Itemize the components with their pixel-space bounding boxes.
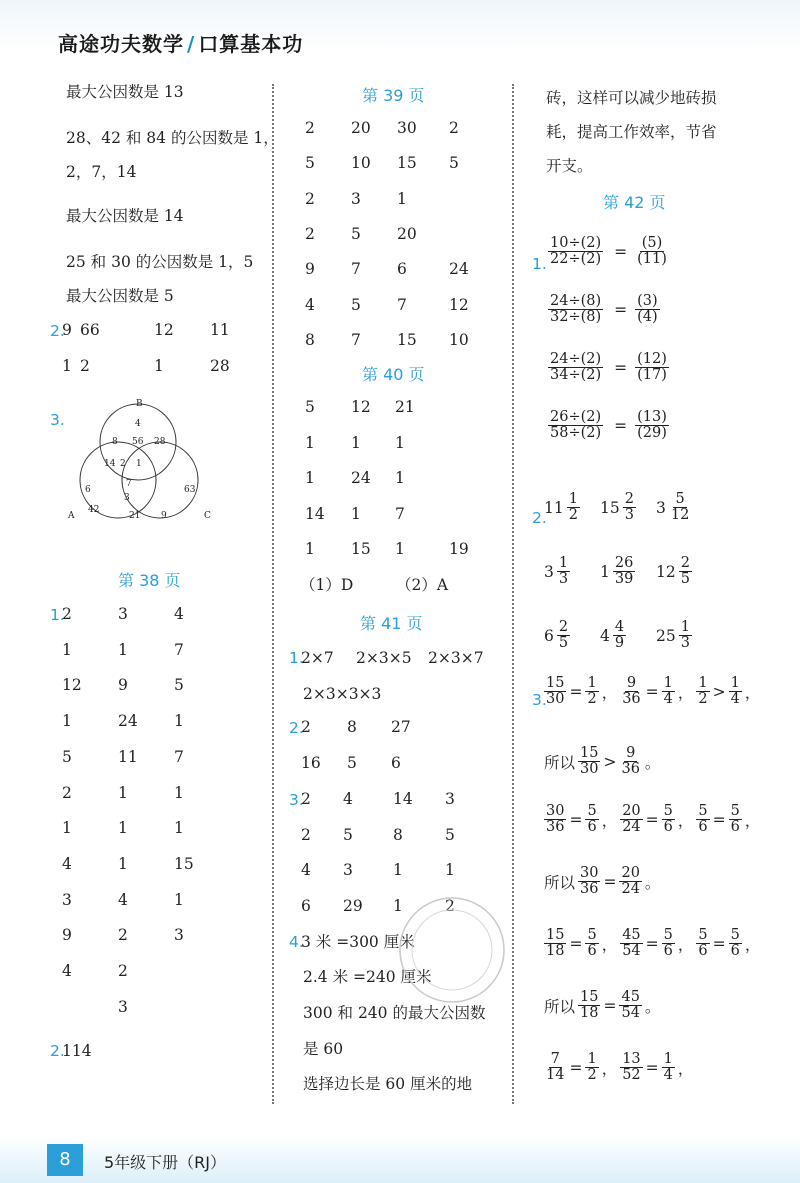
answer-value: 66 — [80, 321, 100, 339]
book-subtitle: 口算基本功 — [198, 32, 304, 56]
math-symbol: ， — [744, 935, 761, 954]
text-line: 25 和 30 的公因数是 1，5 — [66, 253, 254, 271]
fraction: $\frac{2}{5}$ — [558, 619, 569, 652]
answer-value: 11 — [118, 747, 138, 766]
section-heading-p40: 第 40 页 — [362, 365, 425, 384]
answer-value: 12 — [449, 295, 469, 314]
text-line: 300 和 240 的最大公因数 — [303, 1004, 486, 1022]
answer-value: 3 — [62, 890, 72, 909]
column-divider-left — [272, 84, 274, 1104]
answer-value: 1 — [62, 357, 72, 375]
venn-value: 4 — [135, 419, 141, 429]
answer-value: 2×3×3×3 — [303, 685, 382, 703]
fraction: $\frac{26\div(2)}{58\div(2)}$ — [550, 409, 602, 442]
answer-value: 30 — [397, 119, 417, 137]
question-number: 3. — [289, 791, 304, 809]
answer-value: 1 — [174, 890, 184, 909]
fraction: $\frac{15}{18}$ — [580, 989, 599, 1022]
watermark-stamp — [392, 890, 512, 1010]
question-number: 2. — [50, 1042, 65, 1060]
fraction: $\frac{2}{5}$ — [680, 555, 690, 588]
fraction: $\frac{1}{4}$ — [663, 1051, 673, 1084]
fraction: $\frac{5}{6}$ — [663, 927, 673, 960]
answer-value: 1 — [305, 469, 315, 487]
math-symbol: 4 — [600, 626, 610, 645]
mixed-number — [600, 556, 638, 587]
fraction: $\frac{45}{54}$ — [621, 989, 640, 1022]
answer-value: 2 — [301, 718, 311, 736]
answer-value: 114 — [62, 1042, 92, 1060]
grade-label: 5年级下册（RJ） — [104, 1153, 227, 1172]
answer-value: 1 — [395, 540, 405, 558]
answer-value: 1 — [351, 504, 361, 523]
choice-answer: （1）D — [300, 576, 354, 594]
fraction: $\frac{1}{4}$ — [730, 675, 740, 708]
venn-value: 6 — [85, 485, 91, 495]
text-line: 最大公因数是 13 — [66, 83, 184, 101]
text-line: 开支。 — [546, 157, 593, 175]
fraction: $\frac{5}{6}$ — [587, 927, 597, 960]
mixed-number — [656, 620, 695, 651]
answer-value: 8 — [393, 825, 403, 844]
answer-value: 4 — [118, 890, 128, 909]
answer-value: 5 — [62, 747, 72, 766]
answer-value: 7 — [174, 640, 184, 659]
answer-value: 4 — [62, 854, 72, 873]
math-symbol: ， — [601, 683, 618, 702]
text-line: 砖，这样可以减少地砖损 — [546, 89, 717, 107]
answer-value: 1 — [305, 433, 315, 452]
mixed-number — [656, 492, 694, 523]
math-symbol: = — [614, 358, 628, 377]
venn-value: 1 — [136, 459, 142, 469]
answer-value: 3 — [445, 790, 455, 808]
venn-value: 42 — [88, 505, 100, 515]
answer-value: 5 — [343, 825, 353, 844]
venn-value: 14 — [104, 459, 116, 469]
math-symbol: = — [645, 1058, 659, 1077]
fraction: $\frac{5}{6}$ — [663, 803, 673, 836]
fraction: $\frac{4}{9}$ — [614, 619, 625, 652]
answer-value: 3 — [343, 861, 353, 879]
mixed-number — [544, 556, 573, 587]
answer-value: 1 — [174, 819, 184, 838]
math-symbol: 3 — [656, 498, 666, 517]
math-symbol: = — [645, 810, 659, 829]
answer-value: 15 — [397, 330, 417, 349]
math-symbol: = — [712, 810, 726, 829]
comparison-line — [544, 746, 663, 777]
answer-value: 1 — [305, 540, 315, 558]
header-title — [58, 28, 303, 57]
mixed-number — [600, 620, 629, 651]
math-symbol: 所以 — [544, 753, 576, 772]
math-symbol: = — [645, 934, 659, 953]
question-number: 2. — [50, 322, 65, 340]
answer-value: 10 — [351, 154, 371, 173]
fraction: $\frac{5}{12}$ — [670, 491, 690, 524]
question-number: 3. — [50, 411, 65, 429]
text-line: 耗，提高工作效率，节省 — [546, 123, 717, 141]
fraction-equation — [548, 410, 672, 441]
answer-value: 1 — [395, 469, 405, 487]
comparison-line — [544, 990, 663, 1021]
math-symbol: 。 — [644, 873, 661, 892]
math-symbol: = — [614, 300, 628, 319]
answer-value: 5 — [449, 154, 459, 173]
fraction: $\frac{1}{2}$ — [698, 675, 708, 708]
comparison-line — [544, 676, 763, 707]
fraction: $\frac{15}{30}$ — [580, 745, 599, 778]
math-symbol: = — [603, 872, 617, 891]
fraction: $\frac{(5)}{(11)}$ — [637, 235, 667, 268]
comparison-line — [544, 1052, 696, 1083]
fraction: $\frac{5}{6}$ — [698, 803, 708, 836]
answer-value: 1 — [154, 357, 164, 375]
math-symbol: 15 — [600, 498, 620, 517]
answer-value: 4 — [62, 962, 72, 980]
answer-value: 6 — [397, 260, 407, 279]
math-symbol: 1 — [600, 562, 610, 581]
answer-value: 5 — [445, 825, 455, 844]
answer-value: 1 — [118, 819, 128, 838]
fraction: $\frac{5}{6}$ — [730, 927, 740, 960]
answer-value: 5 — [305, 398, 315, 416]
math-symbol: = — [569, 1058, 583, 1077]
answer-value: 16 — [301, 754, 321, 772]
answer-value: 2 — [80, 357, 90, 375]
answer-value: 7 — [397, 295, 407, 314]
fraction: $\frac{(3)}{(4)}$ — [637, 293, 658, 326]
answer-value: 1 — [118, 783, 128, 802]
math-symbol: 25 — [656, 626, 676, 645]
fraction: $\frac{(12)}{(17)}$ — [637, 351, 667, 384]
answer-value: 3 — [351, 189, 361, 208]
venn-value: 2 — [120, 459, 126, 469]
answer-value: 1 — [351, 433, 361, 452]
venn-set-label: A — [68, 511, 75, 521]
fraction: $\frac{2}{3}$ — [624, 491, 634, 524]
fraction: $\frac{13}{52}$ — [622, 1051, 641, 1084]
answer-value: 24 — [351, 469, 371, 487]
math-symbol: = — [569, 810, 583, 829]
answer-value: 4 — [301, 861, 311, 879]
answer-value: 4 — [174, 605, 184, 623]
text-line: 28、42 和 84 的公因数是 1， — [66, 129, 279, 147]
answer-value: 8 — [347, 718, 357, 736]
text-line: 最大公因数是 14 — [66, 207, 184, 225]
math-symbol: > — [712, 682, 726, 701]
section-heading-p42: 第 42 页 — [603, 193, 666, 212]
math-symbol: = — [603, 996, 617, 1015]
answer-value: 2 — [305, 224, 315, 243]
fraction: $\frac{20}{24}$ — [621, 865, 640, 898]
fraction: $\frac{30}{36}$ — [546, 803, 565, 836]
answer-value: 5 — [351, 295, 361, 314]
math-symbol: ， — [677, 683, 694, 702]
answer-value: 20 — [397, 224, 417, 243]
answer-value: 11 — [210, 321, 230, 339]
answer-value: 21 — [395, 398, 415, 416]
fraction: $\frac{15}{18}$ — [546, 927, 565, 960]
answer-value: 6 — [301, 896, 311, 915]
math-symbol: = — [712, 934, 726, 953]
answer-value: 2 — [62, 783, 72, 802]
answer-value: 7 — [174, 747, 184, 766]
answer-value: 1 — [174, 783, 184, 802]
venn-value: 9 — [161, 511, 167, 521]
answer-value: 27 — [391, 718, 411, 736]
title-separator: / — [187, 32, 196, 56]
math-symbol: 所以 — [544, 873, 576, 892]
answer-value: 1 — [445, 861, 455, 879]
answer-value: 2 — [449, 119, 459, 137]
answer-value: 14 — [393, 790, 413, 808]
answer-value: 1 — [118, 640, 128, 659]
fraction: $\frac{5}{6}$ — [698, 927, 708, 960]
answer-value: 1 — [393, 861, 403, 879]
text-line: 选择边长是 60 厘米的地 — [303, 1075, 473, 1093]
question-number: 2. — [532, 509, 547, 527]
fraction: $\frac{9}{36}$ — [621, 745, 640, 778]
answer-value: 3 — [174, 926, 184, 945]
answer-value: 5 — [347, 754, 357, 772]
question-number: 4. — [289, 933, 304, 951]
fraction: $\frac{1}{2}$ — [587, 1051, 597, 1084]
answer-value: 1 — [62, 712, 72, 731]
comparison-line — [544, 804, 763, 835]
answer-value: 5 — [351, 224, 361, 243]
fraction: $\frac{1}{2}$ — [568, 491, 578, 524]
venn-value: 8 — [112, 437, 118, 447]
fraction: $\frac{(13)}{(29)}$ — [637, 409, 667, 442]
fraction: $\frac{24\div(2)}{34\div(2)}$ — [550, 351, 602, 384]
answer-value: 2 — [301, 825, 311, 844]
answer-value: 9 — [62, 321, 72, 339]
question-number: 3. — [532, 691, 547, 709]
answer-value: 7 — [395, 504, 405, 523]
fraction: $\frac{45}{54}$ — [622, 927, 641, 960]
answer-value: 1 — [62, 640, 72, 659]
venn-value: 63 — [184, 485, 196, 495]
answer-value: 20 — [351, 119, 371, 137]
fraction: $\frac{10\div(2)}{22\div(2)}$ — [550, 235, 602, 268]
answer-value: 19 — [449, 540, 469, 558]
fraction: $\frac{1}{2}$ — [587, 675, 597, 708]
text-line: 2.4 米 =240 厘米 — [303, 968, 432, 986]
book-title: 高途功夫数学 — [58, 32, 184, 56]
answer-value: 4 — [305, 295, 315, 314]
answer-value: 5 — [174, 676, 184, 695]
answer-value: 1 — [174, 712, 184, 731]
answer-value: 2 — [305, 119, 315, 137]
answer-value: 12 — [62, 676, 82, 695]
math-symbol: = — [569, 682, 583, 701]
question-number: 1. — [50, 606, 65, 624]
venn-value: 21 — [129, 511, 141, 521]
answer-value: 1 — [62, 819, 72, 838]
fraction: $\frac{15}{30}$ — [546, 675, 565, 708]
answer-value: 7 — [351, 260, 361, 279]
math-symbol: ， — [677, 935, 694, 954]
math-symbol: = — [614, 242, 628, 261]
text-line: 2，7，14 — [66, 163, 137, 181]
answer-value: 2×3×5 — [356, 649, 412, 667]
math-symbol: = — [569, 934, 583, 953]
answer-value: 1 — [118, 854, 128, 873]
fraction-equation — [548, 236, 672, 267]
math-symbol: > — [603, 752, 617, 771]
math-symbol: 所以 — [544, 997, 576, 1016]
answer-value: 15 — [174, 854, 194, 873]
answer-value: 6 — [391, 754, 401, 772]
column-divider-right — [512, 84, 514, 1104]
text-line: 是 60 — [303, 1040, 344, 1058]
mixed-number — [544, 620, 573, 651]
section-heading-p41: 第 41 页 — [360, 614, 423, 633]
venn-value: 3 — [124, 493, 130, 503]
section-heading-p39: 第 39 页 — [362, 86, 425, 105]
math-symbol: 12 — [656, 562, 676, 581]
fraction: $\frac{30}{36}$ — [580, 865, 599, 898]
math-symbol: ， — [601, 811, 618, 830]
math-symbol: ， — [677, 811, 694, 830]
choice-answer: （2）A — [396, 576, 449, 594]
answer-value: 10 — [449, 330, 469, 349]
answer-value: 9 — [62, 926, 72, 945]
answer-value: 28 — [210, 357, 230, 375]
answer-value: 8 — [305, 330, 315, 349]
math-symbol: ， — [744, 811, 761, 830]
answer-value: 4 — [343, 790, 353, 808]
answer-value: 1 — [393, 896, 403, 915]
text-line: 最大公因数是 5 — [66, 287, 174, 305]
mixed-number — [656, 556, 695, 587]
fraction: $\frac{1}{4}$ — [663, 675, 673, 708]
answer-value: 9 — [305, 260, 315, 279]
answer-value: 2 — [445, 896, 455, 915]
fraction: $\frac{1}{3}$ — [680, 619, 690, 652]
fraction: $\frac{7}{14}$ — [546, 1051, 565, 1084]
answer-value: 2×3×7 — [428, 649, 484, 667]
section-heading-p38: 第 38 页 — [118, 571, 181, 590]
fraction-equation — [548, 352, 672, 383]
math-symbol: ， — [677, 1059, 694, 1078]
answer-value: 15 — [397, 154, 417, 173]
answer-value: 14 — [305, 504, 325, 523]
venn-set-label: B — [136, 399, 143, 409]
answer-value: 2 — [305, 189, 315, 208]
answer-value: 29 — [343, 896, 363, 915]
math-symbol: ， — [601, 1059, 618, 1078]
venn-diagram — [64, 394, 224, 530]
answer-value: 24 — [449, 260, 469, 279]
math-symbol: 。 — [644, 997, 661, 1016]
math-symbol: = — [645, 682, 659, 701]
math-symbol: 11 — [544, 498, 564, 517]
math-symbol: 3 — [544, 562, 554, 581]
venn-set-label: C — [204, 511, 211, 521]
answer-value: 1 — [397, 189, 407, 208]
answer-value: 3 — [118, 997, 128, 1016]
answer-value: 12 — [154, 321, 174, 339]
answer-value: 1 — [395, 433, 405, 452]
answer-value: 2 — [301, 790, 311, 808]
comparison-line — [544, 866, 663, 897]
question-number: 1. — [289, 649, 304, 667]
fraction: $\frac{1}{3}$ — [558, 555, 569, 588]
answer-value: 2 — [118, 962, 128, 980]
mixed-number — [544, 492, 583, 523]
answer-value: 2 — [118, 926, 128, 945]
venn-value: 56 — [132, 437, 144, 447]
fraction: $\frac{5}{6}$ — [730, 803, 740, 836]
fraction: $\frac{9}{36}$ — [622, 675, 641, 708]
answer-value: 3 — [118, 605, 128, 623]
comparison-line — [544, 928, 763, 959]
answer-value: 2×7 — [301, 649, 334, 667]
math-symbol: 。 — [644, 753, 661, 772]
answer-value: 5 — [305, 154, 315, 173]
math-symbol: ， — [744, 683, 761, 702]
question-number: 2. — [289, 719, 304, 737]
answer-value: 2 — [62, 605, 72, 623]
fraction: $\frac{24\div(8)}{32\div(8)}$ — [550, 293, 602, 326]
fraction: $\frac{26}{39}$ — [614, 555, 634, 588]
venn-value: 7 — [126, 479, 132, 489]
answer-value: 12 — [351, 398, 371, 416]
answer-value: 24 — [118, 712, 138, 731]
question-number: 1. — [532, 255, 547, 273]
math-symbol: 6 — [544, 626, 554, 645]
fraction: $\frac{20}{24}$ — [622, 803, 641, 836]
fraction: $\frac{5}{6}$ — [587, 803, 597, 836]
venn-value: 28 — [154, 437, 166, 447]
fraction-equation — [548, 294, 663, 325]
page-number: 8 — [47, 1144, 83, 1176]
answer-value: 9 — [118, 676, 128, 695]
math-symbol: = — [614, 416, 628, 435]
mixed-number — [600, 492, 639, 523]
answer-value: 15 — [351, 540, 371, 558]
math-symbol: ， — [601, 935, 618, 954]
answer-value: 7 — [351, 330, 361, 349]
text-line: 3 米 =300 厘米 — [301, 933, 415, 951]
